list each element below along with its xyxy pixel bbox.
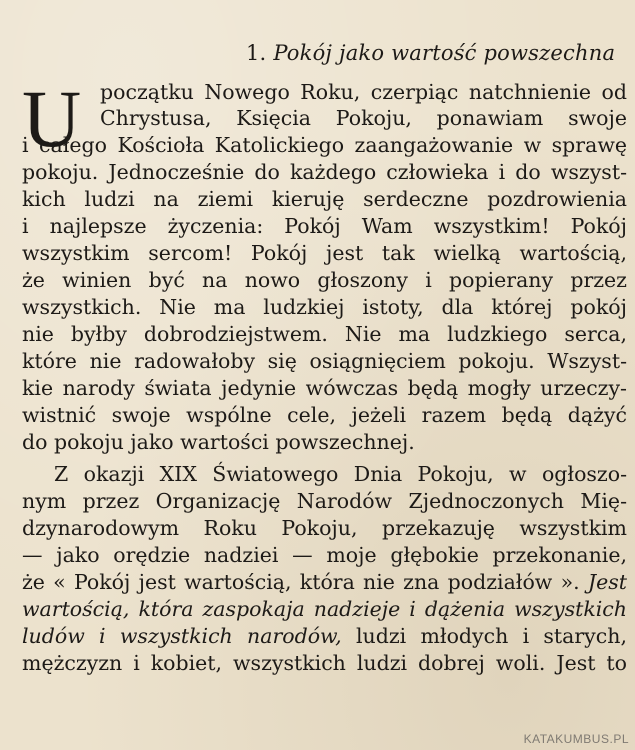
text-line: kich ludzi na ziemi kieruję serdeczne pozdrowienia (22, 187, 627, 211)
text-line: do pokoju jako wartości powszechnej. (22, 430, 415, 454)
text-line: — jako orędzie nadziei — moje głębokie przekonanie, (22, 543, 627, 567)
text-line (22, 569, 627, 595)
text-line: kie narody świata jedynie wówczas będą mogły urzeczy- (22, 376, 627, 400)
text-line: pokoju. Jednocześnie do każdego człowieka i do wszyst- (22, 160, 627, 184)
text-line: i najlepsze życzenia: Pokój Wam wszystkim! Pokój (22, 214, 627, 238)
italic-span: Jest (587, 570, 627, 594)
text-line: nym przez Organizację Narodów Zjednoczonych Mię- (22, 489, 627, 513)
text-line: Z okazji XIX Światowego Dnia Pokoju, w ogłoszo- (54, 462, 627, 486)
text-span: ludzi młodych i starych, (355, 624, 627, 648)
drop-cap: U (22, 73, 82, 164)
italic-span: ludów i wszystkich narodów, (22, 624, 342, 648)
text-line: wszystkich. Nie ma ludzkiej istoty, dla której pokój (22, 295, 627, 319)
text-line: dzynarodowym Roku Pokoju, przekazuję wszystkim (22, 516, 627, 540)
text-line: początku Nowego Roku, czerpiąc natchnienie od (100, 80, 627, 104)
text-line: mężczyzn i kobiet, wszystkich ludzi dobrej woli. Jest to (22, 651, 627, 675)
text-line: Chrystusa, Księcia Pokoju, ponawiam swoje (100, 106, 627, 130)
text-line: że winien być na nowo głoszony i popierany przez (22, 268, 627, 292)
text-line: wszystkim sercom! Pokój jest tak wielką wartością, (22, 241, 627, 265)
section-number: 1. (246, 41, 267, 65)
text-line (22, 623, 627, 649)
book-page (22, 0, 627, 750)
section-title: Pokój jako wartość powszechna (273, 41, 616, 65)
watermark: KATAKUMBUS.PL (523, 732, 629, 746)
text-line: które nie radowałoby się osiągnięciem pokoju. Wszyst- (22, 349, 627, 373)
text-line: wartością, która zaspokaja nadzieje i dążenia wszystkich (22, 597, 627, 621)
text-line: wistnić swoje wspólne cele, jeżeli razem będą dążyć (22, 403, 627, 427)
section-heading (246, 41, 615, 65)
text-span: że « Pokój jest wartością, która nie zna podziałów ». (22, 570, 580, 594)
text-line: nie byłby dobrodziejstwem. Nie ma ludzkiego serca, (22, 322, 627, 346)
text-line: i całego Kościoła Katolickiego zaangażowanie w sprawę (22, 133, 627, 157)
